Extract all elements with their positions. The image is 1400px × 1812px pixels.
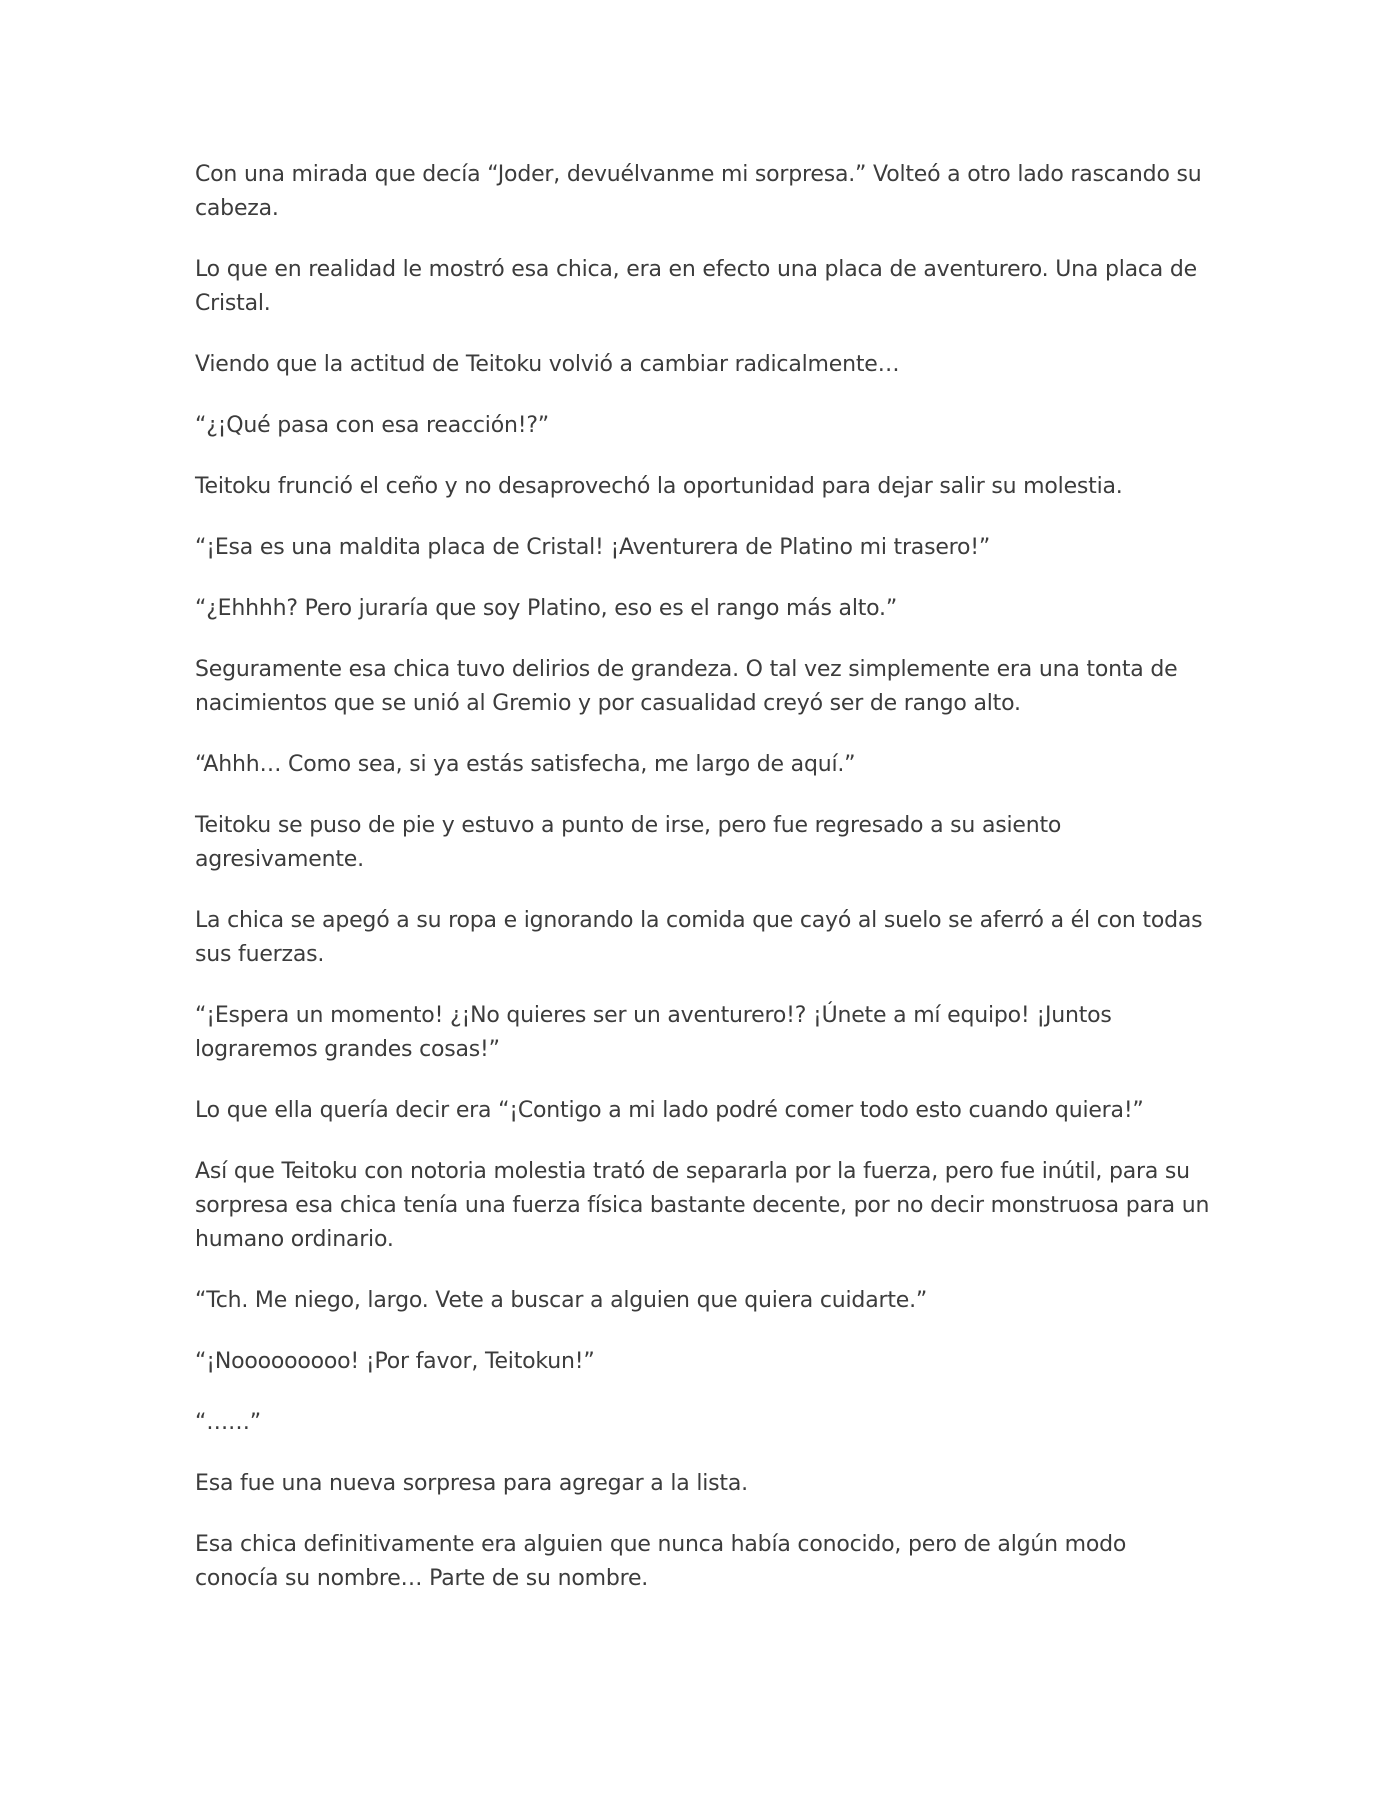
paragraph-13: Lo que ella quería decir era “¡Contigo a mi lado podré comer todo esto cuando quiera!” xyxy=(195,1098,1144,1123)
paragraph-8: Seguramente esa chica tuvo delirios de grandeza. O tal vez simplemente era una tonta de nacimientos que se unió al Gremio y por casualidad creyó ser de rango alto. xyxy=(195,657,1178,716)
paragraph-16: “¡Nooooooooo! ¡Por favor, Teitokun!” xyxy=(195,1349,595,1374)
paragraph-2: Lo que en realidad le mostró esa chica, era en efecto una placa de aventurero. Una placa de Cristal. xyxy=(195,257,1197,316)
paragraph-11: La chica se apegó a su ropa e ignorando la comida que cayó al suelo se aferró a él con todas sus fuerzas. xyxy=(195,908,1203,967)
paragraph-4: “¿¡Qué pasa con esa reacción!?” xyxy=(195,413,550,438)
document-body xyxy=(195,158,1210,1623)
paragraph-10: Teitoku se puso de pie y estuvo a punto de irse, pero fue regresado a su asiento agresivamente. xyxy=(195,813,1062,872)
paragraph-14: Así que Teitoku con notoria molestia trató de separarla por la fuerza, pero fue inútil, para su sorpresa esa chica tenía una fuerza física bastante decente, por no decir monstruosa para un humano ordinario. xyxy=(195,1159,1210,1252)
paragraph-3: Viendo que la actitud de Teitoku volvió a cambiar radicalmente… xyxy=(195,352,900,377)
paragraph-17: “……” xyxy=(195,1410,261,1435)
paragraph-12: “¡Espera un momento! ¿¡No quieres ser un aventurero!? ¡Únete a mí equipo! ¡Juntos lograremos grandes cosas!” xyxy=(195,1003,1112,1062)
paragraph-9: “Ahhh… Como sea, si ya estás satisfecha, me largo de aquí.” xyxy=(195,752,856,777)
paragraph-19: Esa chica definitivamente era alguien que nunca había conocido, pero de algún modo conocía su nombre… Parte de su nombre. xyxy=(195,1532,1127,1591)
paragraph-7: “¿Ehhhh? Pero juraría que soy Platino, eso es el rango más alto.” xyxy=(195,596,898,621)
paragraph-6: “¡Esa es una maldita placa de Cristal! ¡Aventurera de Platino mi trasero!” xyxy=(195,535,991,560)
paragraph-18: Esa fue una nueva sorpresa para agregar a la lista. xyxy=(195,1471,748,1496)
paragraph-15: “Tch. Me niego, largo. Vete a buscar a alguien que quiera cuidarte.” xyxy=(195,1288,928,1313)
paragraph-1: Con una mirada que decía “Joder, devuélvanme mi sorpresa.” Volteó a otro lado rascando su cabeza. xyxy=(195,162,1202,221)
paragraph-5: Teitoku frunció el ceño y no desaprovechó la oportunidad para dejar salir su molestia. xyxy=(195,474,1123,499)
